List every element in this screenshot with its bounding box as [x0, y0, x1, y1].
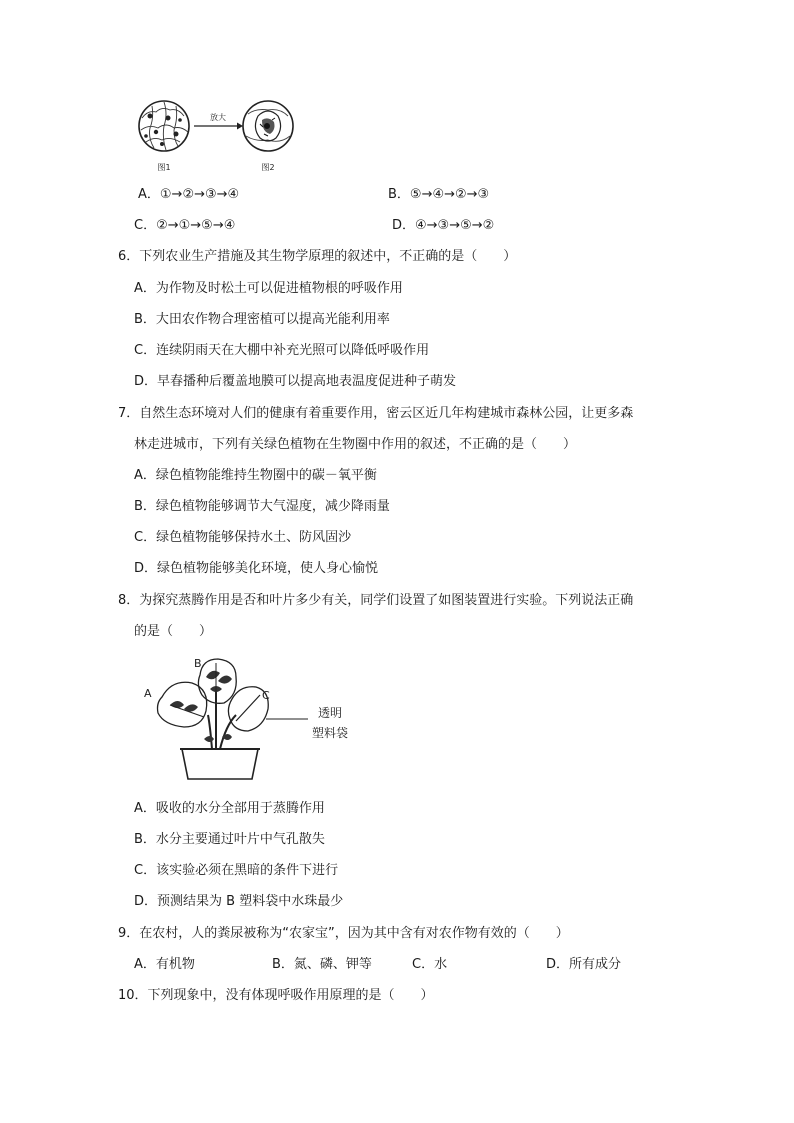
question-10-stem: 10．下列现象中，没有体现呼吸作用原理的是（ ） [118, 988, 434, 1003]
question-7-stem-line1: 7．自然生态环境对人们的健康有着重要作用，密云区近几年构建城市森林公园，让更多森 [118, 406, 634, 421]
question-9-stem: 9．在农村，人的粪尿被称为“农家宝”，因为其中含有对农作物有效的（ ） [118, 926, 569, 941]
q5-option-c: C．②→①→⑤→④ [134, 218, 236, 233]
q5-option-a: A．①→②→③→④ [138, 187, 240, 202]
label-a: A [144, 687, 152, 700]
q7-option-b: B．绿色植物能够调节大气湿度，减少降雨量 [134, 499, 390, 514]
q8-option-c: C．该实验必须在黑暗的条件下进行 [134, 863, 339, 878]
q9-option-d: D．所有成分 [546, 957, 622, 972]
q6-option-c: C．连续阴雨天在大棚中补充光照可以降低呼吸作用 [134, 343, 430, 358]
bag-b [198, 659, 236, 703]
q6-option-b: B．大田农作物合理密植可以提高光能利用率 [134, 312, 390, 327]
flower-pot [180, 749, 260, 779]
callout-plastic-bag: 塑料袋 [312, 726, 349, 740]
label-c: C [262, 689, 270, 702]
question-8-stem-line2: 的是（ ） [134, 624, 213, 639]
label-b: B [194, 657, 202, 670]
figure2-cell [243, 101, 293, 151]
q7-option-c: C．绿色植物能够保持水土、防风固沙 [134, 530, 352, 545]
q6-option-d: D．早春播种后覆盖地膜可以提高地表温度促进种子萌发 [134, 374, 457, 389]
q8-option-b: B．水分主要通过叶片中气孔散失 [134, 832, 325, 847]
q5-option-d: D．④→③→⑤→② [392, 218, 495, 233]
callout-transparent: 透明 [318, 706, 343, 720]
figure1-label: 图1 [157, 163, 171, 172]
question-8-stem-line1: 8．为探究蒸腾作用是否和叶片多少有关，同学们设置了如图装置进行实验。下列说法正确 [118, 593, 634, 608]
q6-option-a: A．为作物及时松土可以促进植物根的呼吸作用 [134, 281, 403, 296]
figure2-label: 图2 [261, 163, 275, 172]
q9-option-c: C．水 [412, 957, 448, 972]
q5-option-b: B．⑤→④→②→③ [388, 187, 490, 202]
q9-option-a: A．有机物 [134, 957, 195, 972]
question-6-stem: 6．下列农业生产措施及其生物学原理的叙述中，不正确的是（ ） [118, 249, 517, 264]
figure1-cells [139, 101, 189, 151]
q7-option-d: D．绿色植物能够美化环境，使人身心愉悦 [134, 561, 379, 576]
question-7-stem-line2: 林走进城市，下列有关绿色植物在生物圈中作用的叙述，不正确的是（ ） [134, 437, 577, 452]
q8-option-d: D．预测结果为 B 塑料袋中水珠最少 [134, 894, 344, 909]
magnify-label: 放大 [210, 113, 226, 122]
cell-magnify-figure [134, 98, 314, 178]
q7-option-a: A．绿色植物能维持生物圈中的碳－氧平衡 [134, 468, 377, 483]
transpiration-experiment-figure [140, 655, 370, 785]
q9-option-b: B．氮、磷、钾等 [272, 957, 372, 972]
q8-option-a: A．吸收的水分全部用于蒸腾作用 [134, 801, 325, 816]
